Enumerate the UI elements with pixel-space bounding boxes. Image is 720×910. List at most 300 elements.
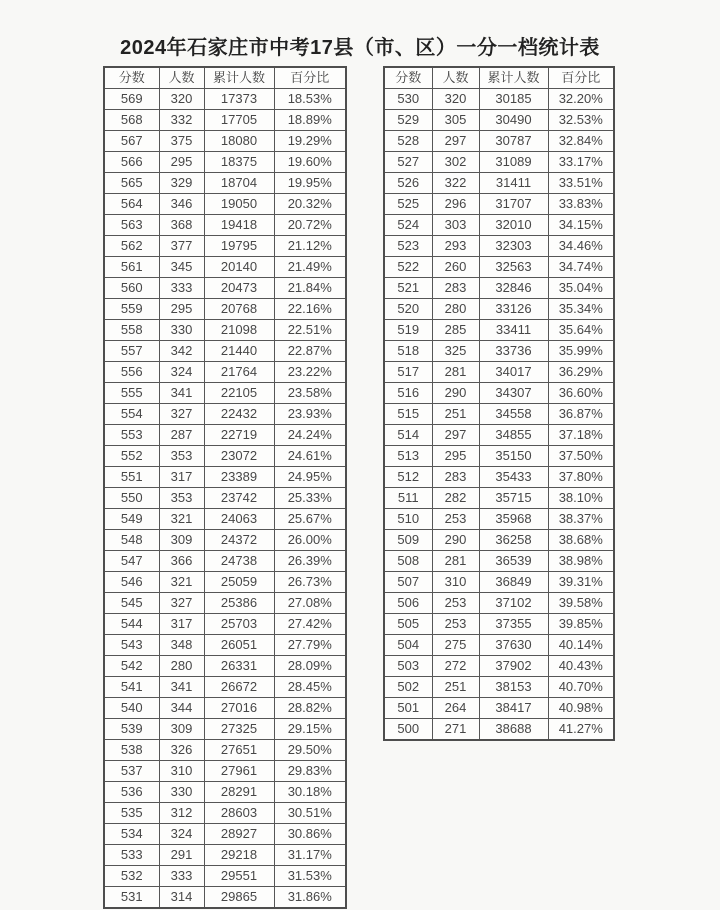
cumulative-count-cell: 20140 [204,257,274,278]
percentage-cell: 36.60% [548,383,614,404]
percentage-cell: 31.17% [274,845,346,866]
percentage-cell: 33.83% [548,194,614,215]
table-row [384,341,614,362]
score-table-left [103,66,347,909]
percentage-cell: 29.83% [274,761,346,782]
percentage-cell: 30.86% [274,824,346,845]
percentage-cell: 23.22% [274,362,346,383]
column-header: 累计人数 [204,67,274,89]
table-row [104,740,346,761]
table-row [384,614,614,635]
score-cell: 569 [104,89,159,110]
count-cell: 321 [159,572,204,593]
percentage-cell: 29.50% [274,740,346,761]
table-row [384,593,614,614]
table-row [384,236,614,257]
count-cell: 281 [432,362,479,383]
count-cell: 333 [159,278,204,299]
score-cell: 505 [384,614,432,635]
percentage-cell: 21.84% [274,278,346,299]
table-row [104,89,346,110]
count-cell: 330 [159,320,204,341]
count-cell: 353 [159,488,204,509]
count-cell: 296 [432,194,479,215]
score-cell: 531 [104,887,159,909]
percentage-cell: 21.12% [274,236,346,257]
score-cell: 546 [104,572,159,593]
count-cell: 295 [159,152,204,173]
count-cell: 332 [159,110,204,131]
cumulative-count-cell: 25703 [204,614,274,635]
score-cell: 550 [104,488,159,509]
table-row [104,362,346,383]
score-cell: 524 [384,215,432,236]
score-cell: 523 [384,236,432,257]
table-header-row [384,67,614,89]
score-cell: 521 [384,278,432,299]
percentage-cell: 27.42% [274,614,346,635]
cumulative-count-cell: 23072 [204,446,274,467]
table-row [384,383,614,404]
percentage-cell: 32.20% [548,89,614,110]
table-row [384,131,614,152]
count-cell: 346 [159,194,204,215]
score-cell: 540 [104,698,159,719]
table-row [104,257,346,278]
table-row [104,782,346,803]
count-cell: 310 [159,761,204,782]
cumulative-count-cell: 25059 [204,572,274,593]
score-cell: 530 [384,89,432,110]
cumulative-count-cell: 23742 [204,488,274,509]
percentage-cell: 32.84% [548,131,614,152]
cumulative-count-cell: 33126 [479,299,548,320]
score-cell: 553 [104,425,159,446]
percentage-cell: 33.51% [548,173,614,194]
count-cell: 320 [432,89,479,110]
count-cell: 327 [159,404,204,425]
score-cell: 549 [104,509,159,530]
percentage-cell: 27.79% [274,635,346,656]
count-cell: 264 [432,698,479,719]
score-cell: 556 [104,362,159,383]
count-cell: 253 [432,509,479,530]
count-cell: 295 [159,299,204,320]
cumulative-count-cell: 26331 [204,656,274,677]
percentage-cell: 34.46% [548,236,614,257]
cumulative-count-cell: 21764 [204,362,274,383]
column-header: 累计人数 [479,67,548,89]
score-cell: 515 [384,404,432,425]
table-row [384,173,614,194]
cumulative-count-cell: 35433 [479,467,548,488]
score-cell: 525 [384,194,432,215]
score-cell: 513 [384,446,432,467]
count-cell: 341 [159,677,204,698]
percentage-cell: 25.33% [274,488,346,509]
cumulative-count-cell: 17705 [204,110,274,131]
score-cell: 541 [104,677,159,698]
table-row [384,446,614,467]
table-row [104,467,346,488]
percentage-cell: 27.08% [274,593,346,614]
table-row [104,383,346,404]
score-cell: 536 [104,782,159,803]
count-cell: 326 [159,740,204,761]
cumulative-count-cell: 29865 [204,887,274,909]
score-cell: 539 [104,719,159,740]
score-cell: 520 [384,299,432,320]
score-cell: 518 [384,341,432,362]
percentage-cell: 39.31% [548,572,614,593]
table-row [104,341,346,362]
percentage-cell: 24.24% [274,425,346,446]
table-row [384,635,614,656]
cumulative-count-cell: 37902 [479,656,548,677]
column-header: 百分比 [274,67,346,89]
cumulative-count-cell: 26051 [204,635,274,656]
count-cell: 348 [159,635,204,656]
count-cell: 353 [159,446,204,467]
score-cell: 532 [104,866,159,887]
cumulative-count-cell: 19795 [204,236,274,257]
percentage-cell: 39.58% [548,593,614,614]
column-header: 人数 [159,67,204,89]
count-cell: 377 [159,236,204,257]
table-row [104,152,346,173]
score-cell: 508 [384,551,432,572]
cumulative-count-cell: 18375 [204,152,274,173]
count-cell: 275 [432,635,479,656]
percentage-cell: 40.43% [548,656,614,677]
cumulative-count-cell: 31411 [479,173,548,194]
count-cell: 272 [432,656,479,677]
cumulative-count-cell: 31707 [479,194,548,215]
percentage-cell: 34.15% [548,215,614,236]
count-cell: 310 [432,572,479,593]
cumulative-count-cell: 18704 [204,173,274,194]
percentage-cell: 18.53% [274,89,346,110]
percentage-cell: 22.87% [274,341,346,362]
cumulative-count-cell: 33411 [479,320,548,341]
count-cell: 345 [159,257,204,278]
percentage-cell: 38.68% [548,530,614,551]
score-cell: 562 [104,236,159,257]
cumulative-count-cell: 20768 [204,299,274,320]
cumulative-count-cell: 29551 [204,866,274,887]
percentage-cell: 37.80% [548,467,614,488]
table-row [384,656,614,677]
count-cell: 341 [159,383,204,404]
cumulative-count-cell: 17373 [204,89,274,110]
table-row [104,593,346,614]
cumulative-count-cell: 36849 [479,572,548,593]
count-cell: 322 [432,173,479,194]
score-cell: 563 [104,215,159,236]
table-row [104,173,346,194]
score-cell: 529 [384,110,432,131]
table-row [384,194,614,215]
score-cell: 503 [384,656,432,677]
percentage-cell: 41.27% [548,719,614,741]
count-cell: 271 [432,719,479,741]
score-cell: 501 [384,698,432,719]
table-row [104,866,346,887]
percentage-cell: 36.87% [548,404,614,425]
table-row [104,110,346,131]
percentage-cell: 39.85% [548,614,614,635]
table-row [384,110,614,131]
score-cell: 534 [104,824,159,845]
score-cell: 511 [384,488,432,509]
table-row [384,698,614,719]
count-cell: 309 [159,530,204,551]
cumulative-count-cell: 24372 [204,530,274,551]
cumulative-count-cell: 27961 [204,761,274,782]
count-cell: 280 [159,656,204,677]
count-cell: 329 [159,173,204,194]
table-row [384,509,614,530]
count-cell: 368 [159,215,204,236]
table-row [104,530,346,551]
percentage-cell: 40.98% [548,698,614,719]
count-cell: 309 [159,719,204,740]
count-cell: 321 [159,509,204,530]
table-row [104,845,346,866]
score-cell: 559 [104,299,159,320]
score-cell: 535 [104,803,159,824]
count-cell: 302 [432,152,479,173]
cumulative-count-cell: 28603 [204,803,274,824]
table-row [104,656,346,677]
count-cell: 293 [432,236,479,257]
score-cell: 506 [384,593,432,614]
score-cell: 558 [104,320,159,341]
cumulative-count-cell: 19050 [204,194,274,215]
table-row [384,257,614,278]
cumulative-count-cell: 22105 [204,383,274,404]
count-cell: 283 [432,278,479,299]
table-row [104,635,346,656]
score-cell: 544 [104,614,159,635]
percentage-cell: 38.37% [548,509,614,530]
count-cell: 251 [432,404,479,425]
percentage-cell: 34.74% [548,257,614,278]
table-row [104,278,346,299]
cumulative-count-cell: 21098 [204,320,274,341]
table-row [104,719,346,740]
cumulative-count-cell: 27651 [204,740,274,761]
count-cell: 305 [432,110,479,131]
cumulative-count-cell: 20473 [204,278,274,299]
table-row [104,698,346,719]
percentage-cell: 28.45% [274,677,346,698]
table-row [384,320,614,341]
cumulative-count-cell: 28291 [204,782,274,803]
score-cell: 528 [384,131,432,152]
percentage-cell: 26.00% [274,530,346,551]
table-row [104,803,346,824]
percentage-cell: 21.49% [274,257,346,278]
cumulative-count-cell: 32563 [479,257,548,278]
cumulative-count-cell: 35715 [479,488,548,509]
percentage-cell: 35.99% [548,341,614,362]
cumulative-count-cell: 38688 [479,719,548,741]
page-title: 2024年石家庄市中考17县（市、区）一分一档统计表 [120,37,600,59]
percentage-cell: 25.67% [274,509,346,530]
column-header: 百分比 [548,67,614,89]
table-row [384,488,614,509]
score-cell: 512 [384,467,432,488]
count-cell: 317 [159,614,204,635]
percentage-cell: 33.17% [548,152,614,173]
cumulative-count-cell: 34558 [479,404,548,425]
count-cell: 312 [159,803,204,824]
cumulative-count-cell: 31089 [479,152,548,173]
percentage-cell: 24.95% [274,467,346,488]
cumulative-count-cell: 22719 [204,425,274,446]
table-row [384,719,614,741]
table-row [104,425,346,446]
table-row [104,572,346,593]
table-row [104,131,346,152]
count-cell: 253 [432,593,479,614]
score-cell: 552 [104,446,159,467]
score-cell: 533 [104,845,159,866]
table-row [104,299,346,320]
table-row [104,320,346,341]
cumulative-count-cell: 38417 [479,698,548,719]
score-cell: 527 [384,152,432,173]
count-cell: 366 [159,551,204,572]
percentage-cell: 31.53% [274,866,346,887]
table-row [104,614,346,635]
percentage-cell: 19.29% [274,131,346,152]
score-cell: 564 [104,194,159,215]
score-cell: 568 [104,110,159,131]
count-cell: 327 [159,593,204,614]
percentage-cell: 37.18% [548,425,614,446]
percentage-cell: 26.39% [274,551,346,572]
count-cell: 297 [432,131,479,152]
percentage-cell: 35.04% [548,278,614,299]
percentage-cell: 20.72% [274,215,346,236]
table-row [104,488,346,509]
count-cell: 281 [432,551,479,572]
score-cell: 526 [384,173,432,194]
cumulative-count-cell: 35968 [479,509,548,530]
table-row [384,278,614,299]
percentage-cell: 24.61% [274,446,346,467]
count-cell: 287 [159,425,204,446]
score-cell: 537 [104,761,159,782]
percentage-cell: 19.60% [274,152,346,173]
table-row [104,215,346,236]
percentage-cell: 30.18% [274,782,346,803]
column-header: 分数 [104,67,159,89]
score-cell: 560 [104,278,159,299]
score-cell: 507 [384,572,432,593]
score-table-right [383,66,615,741]
percentage-cell: 26.73% [274,572,346,593]
score-cell: 509 [384,530,432,551]
table-row [104,509,346,530]
count-cell: 317 [159,467,204,488]
table-row [104,236,346,257]
cumulative-count-cell: 30185 [479,89,548,110]
score-cell: 557 [104,341,159,362]
count-cell: 333 [159,866,204,887]
count-cell: 290 [432,383,479,404]
cumulative-count-cell: 36539 [479,551,548,572]
cumulative-count-cell: 36258 [479,530,548,551]
table-row [104,824,346,845]
percentage-cell: 40.70% [548,677,614,698]
percentage-cell: 20.32% [274,194,346,215]
count-cell: 324 [159,362,204,383]
score-cell: 517 [384,362,432,383]
table-row [384,362,614,383]
table-header-row [104,67,346,89]
count-cell: 290 [432,530,479,551]
cumulative-count-cell: 37630 [479,635,548,656]
count-cell: 303 [432,215,479,236]
cumulative-count-cell: 37355 [479,614,548,635]
score-cell: 510 [384,509,432,530]
percentage-cell: 22.51% [274,320,346,341]
count-cell: 253 [432,614,479,635]
count-cell: 280 [432,299,479,320]
table-row [384,551,614,572]
count-cell: 325 [432,341,479,362]
cumulative-count-cell: 27016 [204,698,274,719]
table-row [104,446,346,467]
table-row [104,194,346,215]
percentage-cell: 36.29% [548,362,614,383]
table-row [384,572,614,593]
score-cell: 567 [104,131,159,152]
cumulative-count-cell: 21440 [204,341,274,362]
score-cell: 555 [104,383,159,404]
cumulative-count-cell: 27325 [204,719,274,740]
table-row [104,677,346,698]
cumulative-count-cell: 34307 [479,383,548,404]
cumulative-count-cell: 24063 [204,509,274,530]
count-cell: 295 [432,446,479,467]
column-header: 人数 [432,67,479,89]
cumulative-count-cell: 32846 [479,278,548,299]
table-row [384,215,614,236]
cumulative-count-cell: 35150 [479,446,548,467]
score-cell: 565 [104,173,159,194]
cumulative-count-cell: 33736 [479,341,548,362]
score-cell: 500 [384,719,432,741]
count-cell: 260 [432,257,479,278]
percentage-cell: 35.34% [548,299,614,320]
percentage-cell: 40.14% [548,635,614,656]
cumulative-count-cell: 29218 [204,845,274,866]
cumulative-count-cell: 28927 [204,824,274,845]
percentage-cell: 38.98% [548,551,614,572]
cumulative-count-cell: 30490 [479,110,548,131]
table-row [104,761,346,782]
count-cell: 320 [159,89,204,110]
table-row [104,404,346,425]
count-cell: 291 [159,845,204,866]
table-row [384,425,614,446]
score-cell: 545 [104,593,159,614]
score-cell: 514 [384,425,432,446]
